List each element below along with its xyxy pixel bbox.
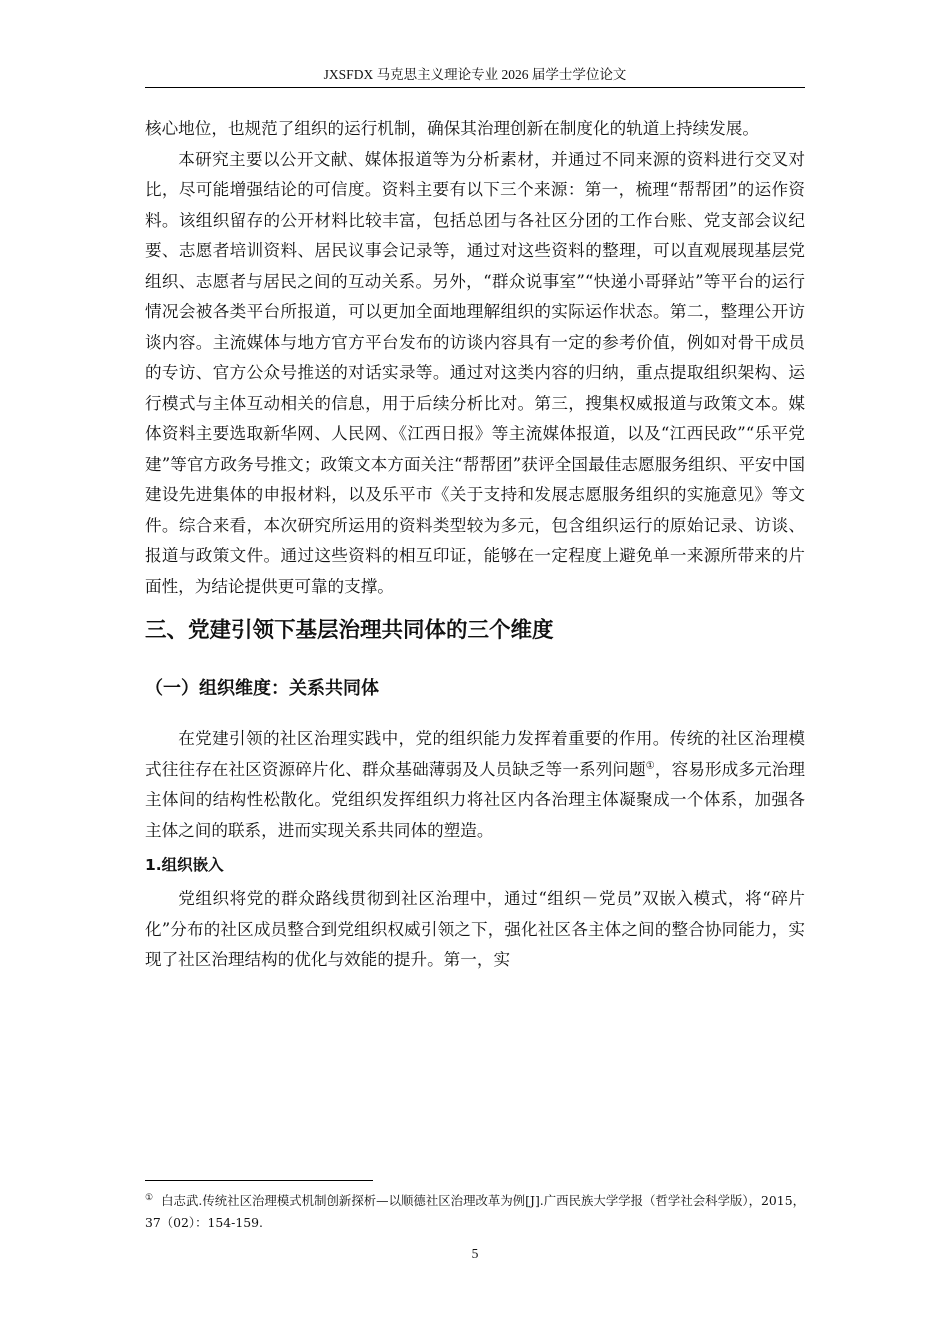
running-header: JXSFDX 马克思主义理论专业 2026 届学士学位论文 [323, 67, 627, 82]
footnote-mark: ① [145, 1192, 154, 1203]
subsection-heading: （一）组织维度：关系共同体 [145, 678, 379, 699]
page-number: 5 [471, 1246, 479, 1261]
paragraph-organization [145, 724, 805, 846]
footnote-separator [145, 1180, 373, 1181]
section-heading: 三、党建引领下基层治理共同体的三个维度 [145, 618, 554, 643]
paragraph-text-part2: ，容易形成多元治理主体间的结构性松散化。党组织发挥组织力将社区内各治理主体凝聚成一个体系，加强各主体之间的联系，进而实现关系共同体的塑造。 [145, 759, 806, 840]
body-text [145, 114, 805, 976]
header-rule [145, 87, 805, 88]
paragraph-text-part1: 在党建引领的社区治理实践中，党的组织能力发挥着重要的作用。传统的社区治理模式往往存在社区资源碎片化、群众基础薄弱及人员缺乏等一系列问题 [145, 729, 805, 779]
footnote [145, 1190, 805, 1234]
paragraph-continuation: 核心地位，也规范了组织的运行机制，确保其治理创新在制度化的轨道上持续发展。 [145, 119, 759, 138]
paragraph-embedding: 党组织将党的群众路线贯彻到社区治理中，通过“组织－党员”双嵌入模式，将“碎片化”分布的社区成员整合到党组织权威引领之下，强化社区各主体之间的整合协同能力，实现了社区治理结构的优化与效能的提升。第一，实 [145, 889, 805, 969]
footnote-reference[interactable]: ① [645, 759, 655, 771]
footnote-text: 白志武.传统社区治理模式机制创新探析—以顺德社区治理改革为例[J].广西民族大学学报（哲学社会科学版），2015，37（02）：154-159. [145, 1193, 805, 1230]
item-heading: 1.组织嵌入 [145, 856, 224, 874]
paragraph-data-sources: 本研究主要以公开文献、媒体报道等为分析素材，并通过不同来源的资料进行交叉对比，尽可能增强结论的可信度。资料主要有以下三个来源：第一，梳理“帮帮团”的运作资料。该组织留存的公开材料比较丰富，包括总团与各社区分团的工作台账、党支部会议纪要、志愿者培训资料、居民议事会记录等，通过对这些资料的整理，可以直观展现基层党组织、志愿者与居民之间的互动关系。另外，“群众说事室”“快递小哥驿站”等平台的运行情况会被各类平台所报道，可以更加全面地理解组织的实际运作状态。第二，整理公开访谈内容。主流媒体与地方官方平台发布的访谈内容具有一定的参考价值，例如对骨干成员的专访、官方公众号推送的对话实录等。通过对这类内容的归纳，重点提取组织架构、运行模式与主体互动相关的信息，用于后续分析比对。第三，搜集权威报道与政策文本。媒体资料主要选取新华网、人民网、《江西日报》等主流媒体报道，以及“江西民政”“乐平党建”等官方政务号推文；政策文本方面关注“帮帮团”获评全国最佳志愿服务组织、平安中国建设先进集体的申报材料，以及乐平市《关于支持和发展志愿服务组织的实施意见》等文件。综合来看，本次研究所运用的资料类型较为多元，包含组织运行的原始记录、访谈、报道与政策文件。通过这些资料的相互印证，能够在一定程度上避免单一来源所带来的片面性，为结论提供更可靠的支撑。 [145, 149, 805, 596]
